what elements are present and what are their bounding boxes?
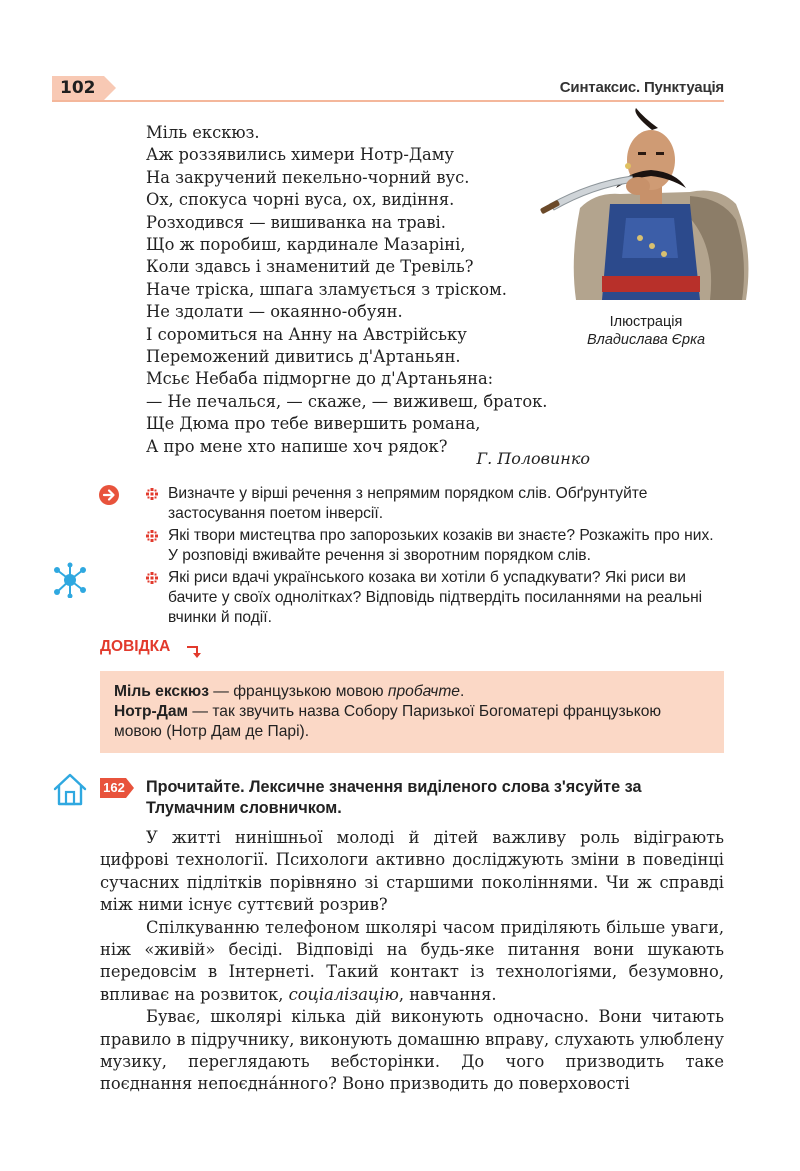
paragraph: Буває, школярі кілька дій виконують одночасно. Вони читають правило в підручнику, виконують домашню вправу, слухають улюблену музику, переглядають вебсторінки. До чого призводить таке поєднання непоєдна́нного? Воно призводить до поверховості	[100, 1007, 724, 1094]
task-text: Визначте у вірші речення з непрямим порядком слів. Обґрунтуйте застосування поетом інверсії.	[168, 485, 648, 522]
reference-heading: ДОВІДКА	[100, 638, 171, 655]
task-item	[146, 484, 726, 523]
poem-line: Міль екскюз.	[146, 123, 260, 142]
poem-line: А про мене хто напише хоч рядок?	[146, 436, 448, 456]
exercise-text	[100, 827, 724, 1096]
exercise-number: 162	[103, 780, 125, 795]
poem-line: Ще Дюма про тебе вивершить романа,	[146, 414, 481, 434]
header-divider	[52, 100, 724, 102]
paragraph: У житті нинішньої молоді й дітей важливу роль відіграють цифрові технології. Психологи активно досліджують зміни в поведінці сучасних підлітків порівняно зі старшими поколіннями. Чи ж справді між ними існує суттєвий розрив?	[100, 828, 724, 915]
poem-author: Г. Половинко	[476, 449, 590, 468]
section-title: Синтаксис. Пунктуація	[559, 79, 724, 96]
reference-term: Нотр-Дам	[114, 703, 189, 720]
page-number: 102	[60, 78, 96, 98]
illustration-caption-label: Ілюстрація	[609, 314, 683, 330]
reference-item: Міль екскюз — французькою мовою пробачте.	[114, 683, 465, 700]
ornament-bullet-icon	[146, 530, 158, 542]
arrow-down-icon	[186, 643, 204, 659]
ornament-bullet-icon	[146, 488, 158, 500]
reference-term: Міль екскюз	[114, 683, 209, 700]
poem	[146, 122, 547, 458]
poem-line: Коли здавсь і знаменитий де Тревіль?	[146, 257, 474, 277]
poem-line: Переможений дивитись д'Артаньян.	[146, 347, 461, 367]
exercise-instruction: Прочитайте. Лексичне значення виділеного слова з'ясуйте за Тлумачним словничком.	[146, 778, 642, 817]
poem-line: І соромиться на Анну на Австрійську	[146, 324, 467, 344]
poem-line: Ох, спокуса чорні вуса, ох, видіння.	[146, 190, 455, 210]
poem-line: — Не печалься, — скаже, — виживеш, браток.	[146, 391, 548, 411]
poem-line: Наче тріска, шпага зламується з тріском.	[146, 279, 507, 299]
poem-line: Не здолати — окаянно-обуян.	[146, 302, 403, 322]
illustration-caption-author: Владислава Єрка	[586, 332, 706, 348]
poem-line: Що ж поробиш, кардинале Мазаріні,	[146, 235, 466, 255]
network-icon	[52, 562, 88, 598]
task-text: Які твори мистецтва про запорозьких козаків ви знаєте? Розкажіть про них. У розповіді вживайте речення зі зворотним порядком слів.	[168, 527, 714, 564]
poem-line: Аж роззявились химери Нотр-Даму	[146, 145, 455, 165]
task-item	[146, 568, 726, 627]
poem-line: На закручений пекельно-чорний вус.	[146, 167, 470, 187]
cossack-illustration	[540, 108, 752, 300]
reference-item: Нотр-Дам — так звучить назва Собору Паризької Богоматері французькою мовою (Нотр Дам де Парі).	[114, 703, 662, 740]
arrow-right-icon	[98, 484, 120, 506]
ornament-bullet-icon	[146, 572, 158, 584]
home-icon	[52, 772, 88, 806]
reference-box	[100, 671, 724, 753]
poem-line: Розходився — вишиванка на траві.	[146, 212, 446, 232]
poem-line: Мсьє Небаба підморгне до д'Артаньяна:	[146, 369, 494, 389]
task-text: Які риси вдачі українського козака ви хотіли б успадкувати? Які риси ви бачите у своїх однолітках? Відповідь підтвердіть посиланнями на реальні вчинки й події.	[168, 569, 703, 626]
paragraph: Спілкуванню телефоном школярі часом приділяють більше уваги, ніж «живій» бесіді. Відповіді на будь-яке питання вони шукають передовсім в Інтернеті. Такий контакт із технологіями, безумовно, впливає на розвиток, соціалізацію, навчання.	[100, 917, 724, 1004]
task-list	[146, 484, 726, 630]
reference-translation: пробачте	[387, 683, 460, 700]
task-item	[146, 526, 726, 565]
highlighted-word: соціалізацію	[288, 984, 399, 1004]
